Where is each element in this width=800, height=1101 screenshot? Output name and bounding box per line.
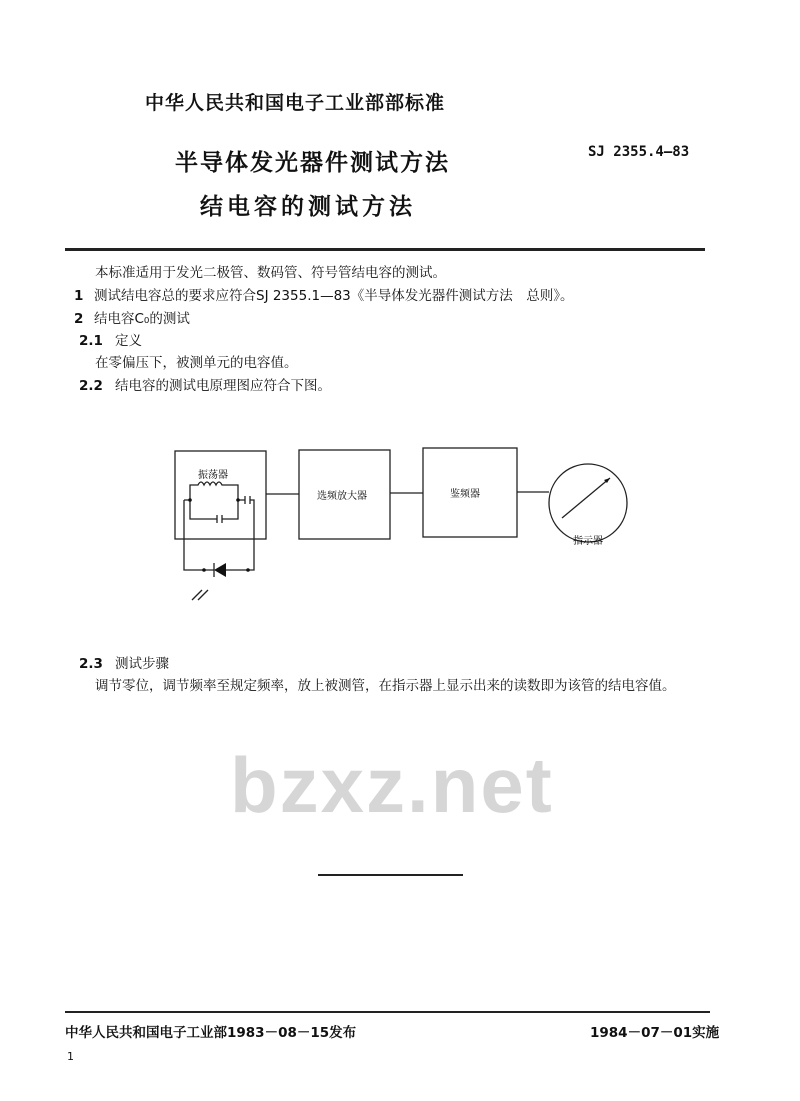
title-line-1: 半导体发光器件测试方法: [175, 150, 450, 176]
issuer-heading: 中华人民共和国电子工业部部标准: [145, 92, 446, 114]
intro-text: 本标准适用于发光二极管、数码管、符号管结电容的测试。: [95, 265, 446, 281]
title-line-2: 结电容的测试方法: [200, 194, 416, 220]
section-2-1: [79, 329, 142, 349]
section-2-3: [79, 652, 169, 672]
procedure-text: 调节零位，调节频率至规定频率，放上被测管，在指示器上显示出来的读数即为该管的结电容值。: [95, 678, 676, 694]
section-text: 测试结电容总的要求应符合SJ 2355.1—83《半导体发光器件测试方法 总则》。: [94, 288, 574, 304]
effective-date: 1984－07－01实施: [590, 1025, 720, 1041]
section-text: 结电容的测试电原理图应符合下图。: [115, 378, 331, 394]
section-number: 2.2: [79, 378, 103, 394]
lc-tank: [190, 482, 238, 519]
section-2-2: [79, 374, 331, 394]
diode-icon: [214, 563, 226, 577]
amplifier-label: 选频放大器: [317, 491, 367, 502]
section-1: [74, 284, 574, 304]
standard-code: SJ 2355.4—83: [588, 144, 690, 160]
indicator-needle: [562, 478, 610, 518]
definition-text: 在零偏压下，被测单元的电容值。: [95, 355, 298, 371]
section-text: 结电容C₀的测试: [94, 311, 190, 327]
section-2: [74, 307, 190, 327]
section-number: 2.1: [79, 333, 103, 349]
section-text: 测试步骤: [115, 656, 169, 672]
oscillator-label: 振荡器: [198, 470, 228, 481]
end-rule: [318, 874, 463, 876]
indicator-dial: [549, 464, 627, 542]
issue-date: 中华人民共和国电子工业部1983－08－15发布: [65, 1025, 357, 1041]
footer-rule: [65, 1011, 710, 1013]
circuit-diagram: [160, 440, 640, 615]
watermark: bzxz.net: [230, 741, 554, 829]
indicator-label: 指示器: [573, 536, 603, 547]
section-text: 定义: [115, 333, 142, 349]
section-number: 2: [74, 311, 84, 327]
discriminator-label: 鉴频器: [450, 489, 480, 500]
page-number: 1: [67, 1050, 74, 1063]
header-rule: [65, 248, 705, 251]
oscillator-box: [175, 451, 266, 539]
section-number: 2.3: [79, 656, 103, 672]
section-number: 1: [74, 288, 84, 304]
